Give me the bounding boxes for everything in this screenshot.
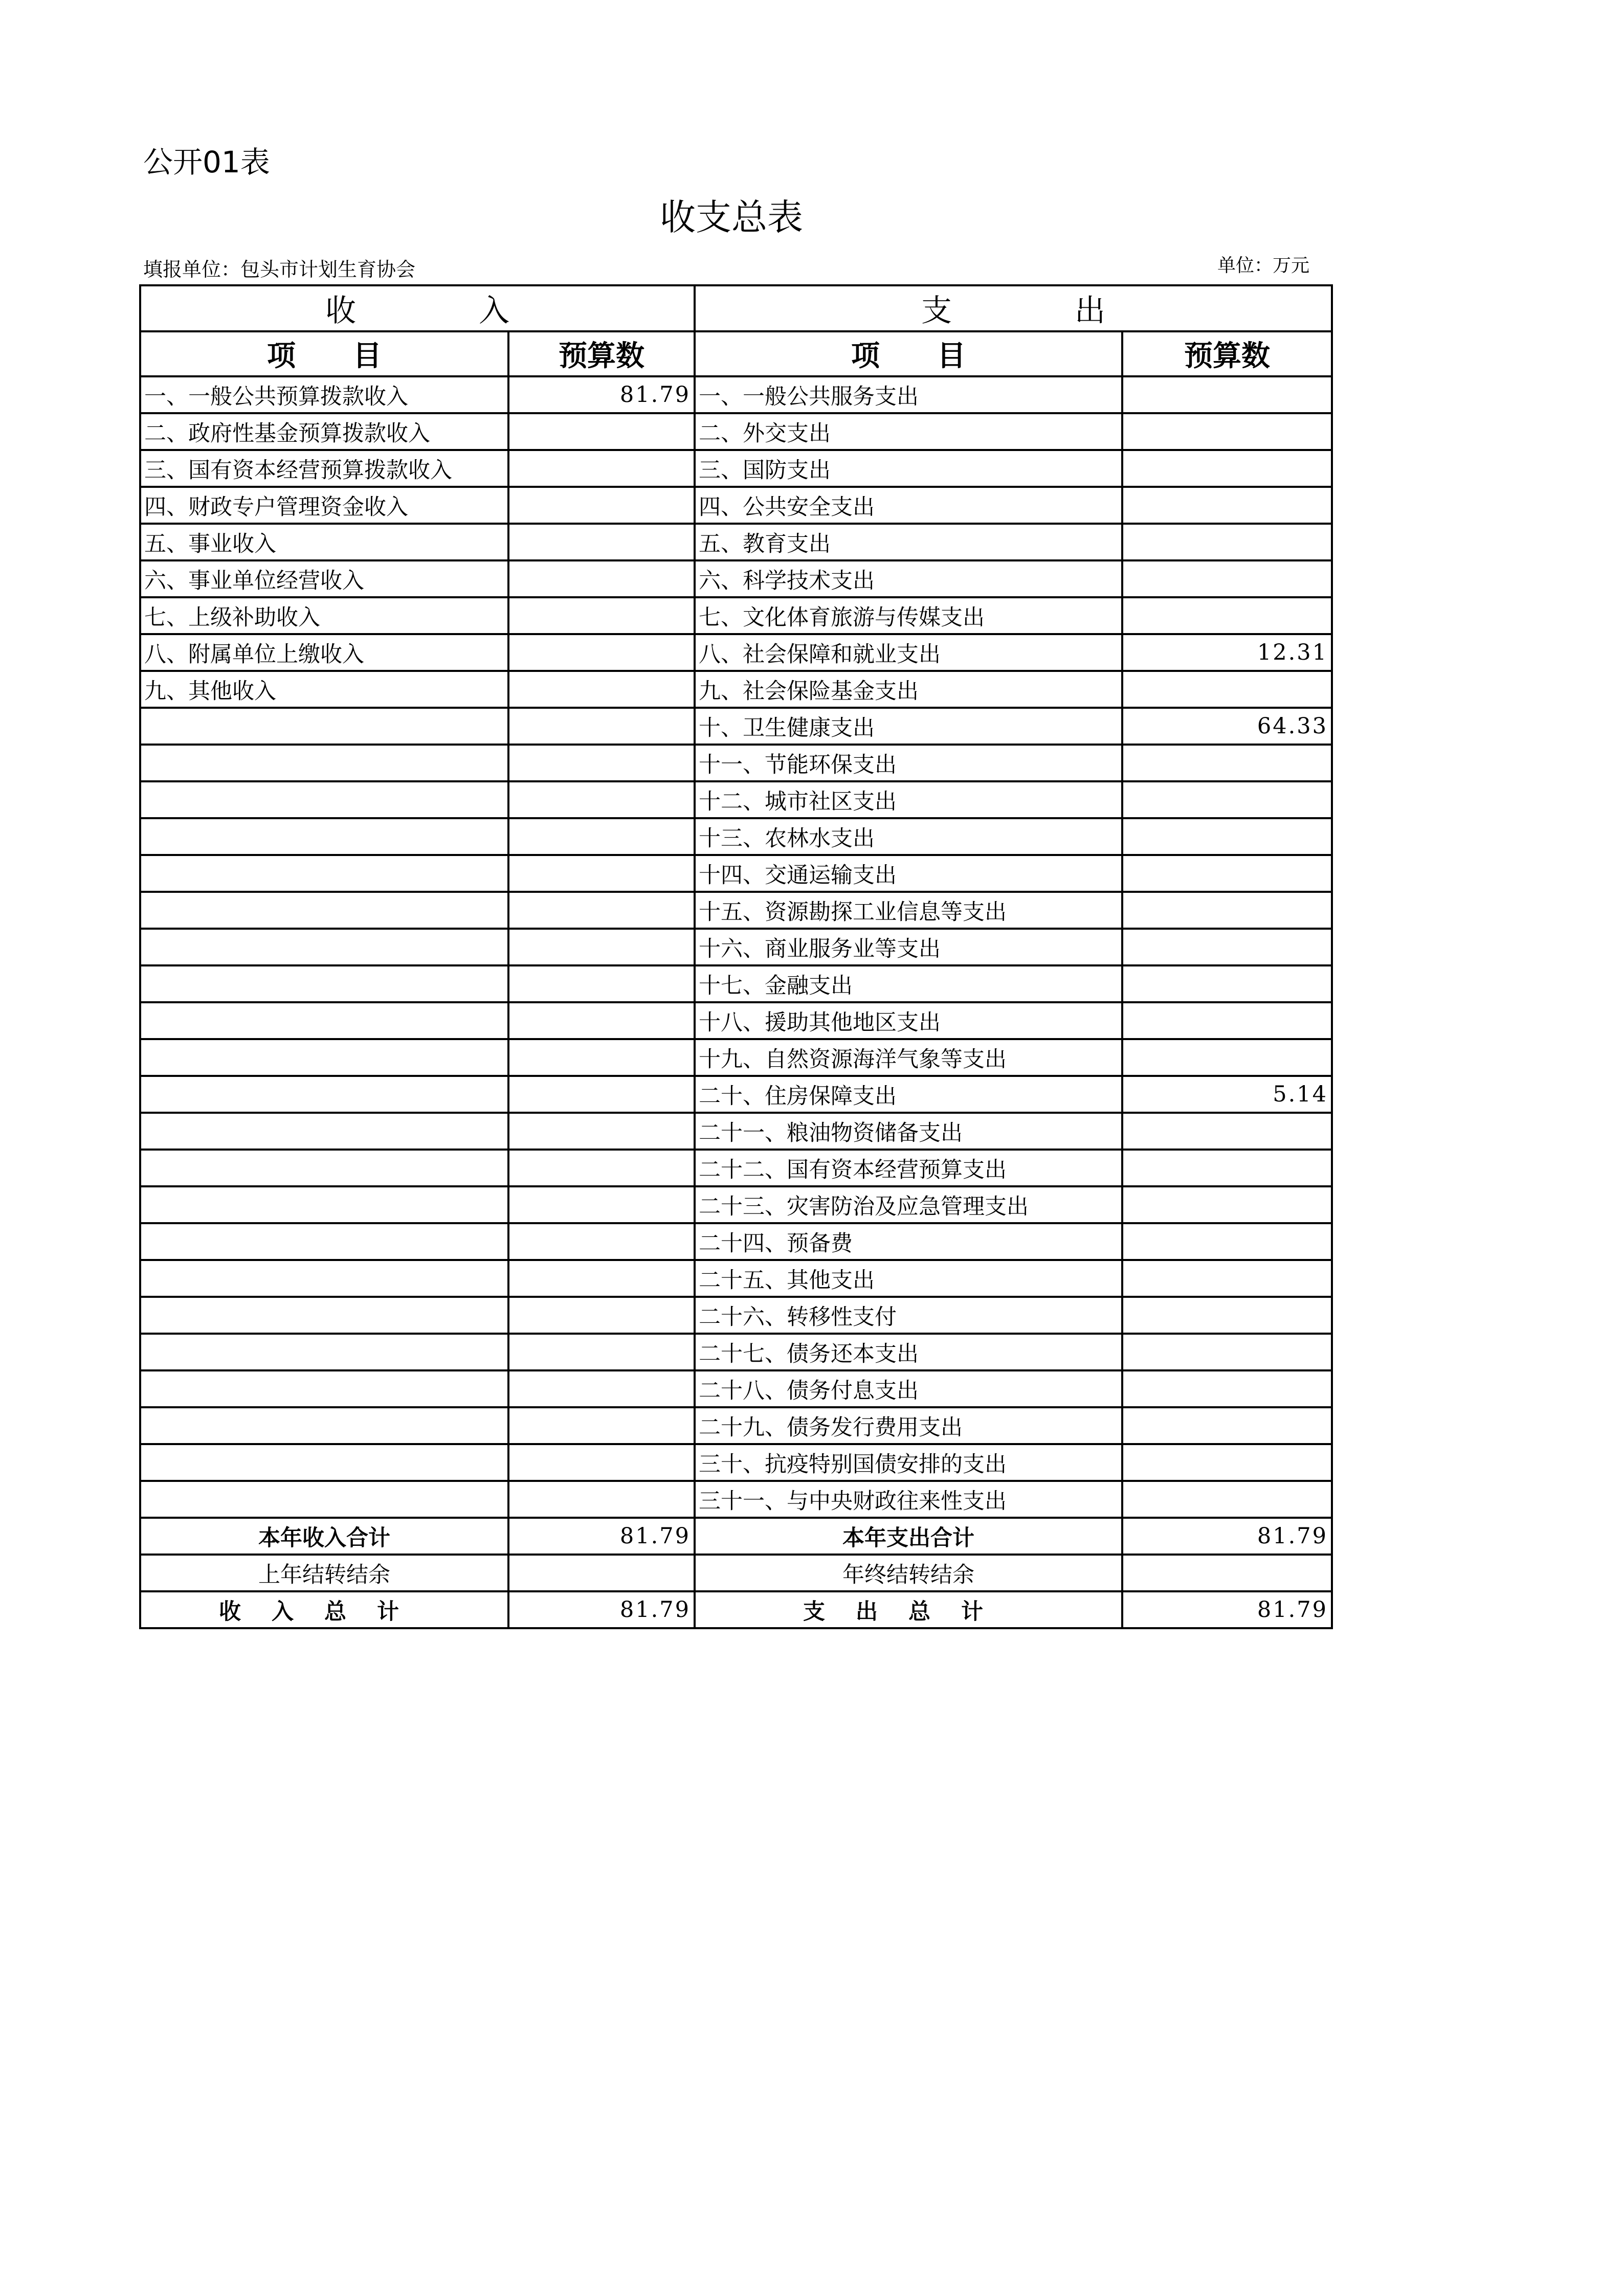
table-row [140, 745, 1332, 781]
income-value-cell [508, 892, 695, 929]
expense-value-cell [1122, 929, 1332, 965]
expense-section-header: 支 出 [695, 285, 1332, 331]
expense-value-cell: 12.31 [1122, 634, 1332, 671]
income-value-cell [508, 450, 695, 487]
expense-item-cell: 十二、城市社区支出 [695, 781, 1122, 818]
carryover-row [140, 1555, 1332, 1591]
income-value-cell [508, 745, 695, 781]
table-row [140, 818, 1332, 855]
income-item-cell: 八、附属单位上缴收入 [140, 634, 508, 671]
table-row [140, 1150, 1332, 1186]
income-value-cell [508, 1223, 695, 1260]
table-row [140, 1039, 1332, 1076]
income-value-cell [508, 634, 695, 671]
expense-value-cell [1122, 1002, 1332, 1039]
expense-value-cell [1122, 1223, 1332, 1260]
table-row [140, 1260, 1332, 1297]
income-value-cell [508, 818, 695, 855]
table-row [140, 965, 1332, 1002]
income-value-cell [508, 708, 695, 745]
expense-value-cell [1122, 1297, 1332, 1334]
expense-item-cell: 十、卫生健康支出 [695, 708, 1122, 745]
table-row [140, 892, 1332, 929]
expense-value-cell [1122, 487, 1332, 524]
income-item-cell [140, 1297, 508, 1334]
table-row [140, 1444, 1332, 1481]
income-item-cell [140, 1039, 508, 1076]
grand-total-row [140, 1591, 1332, 1628]
income-value-cell [508, 1002, 695, 1039]
expense-item-cell: 二十五、其他支出 [695, 1260, 1122, 1297]
expense-value-cell [1122, 818, 1332, 855]
year-income-value: 81.79 [508, 1518, 695, 1555]
income-item-cell: 四、财政专户管理资金收入 [140, 487, 508, 524]
table-row [140, 524, 1332, 560]
income-item-cell [140, 1444, 508, 1481]
expense-value-cell [1122, 781, 1332, 818]
income-item-cell [140, 1481, 508, 1518]
table-row [140, 1407, 1332, 1444]
expense-value-cell [1122, 855, 1332, 892]
income-item-cell: 二、政府性基金预算拨款收入 [140, 413, 508, 450]
expense-item-cell: 十一、节能环保支出 [695, 745, 1122, 781]
expense-item-cell: 二十七、债务还本支出 [695, 1334, 1122, 1370]
expense-value-cell: 64.33 [1122, 708, 1332, 745]
table-row [140, 671, 1332, 708]
expense-value-cell [1122, 1186, 1332, 1223]
income-value-cell [508, 1407, 695, 1444]
expense-item-cell: 八、社会保障和就业支出 [695, 634, 1122, 671]
section-header-row [140, 285, 1332, 331]
table-row [140, 1186, 1332, 1223]
expense-item-cell: 二十九、债务发行费用支出 [695, 1407, 1122, 1444]
income-value-cell [508, 560, 695, 597]
carryover-expense-label: 年终结转结余 [695, 1555, 1122, 1591]
income-item-cell [140, 745, 508, 781]
income-value-cell [508, 413, 695, 450]
total-income-value: 81.79 [508, 1591, 695, 1628]
income-value-cell [508, 781, 695, 818]
income-value-cell [508, 1260, 695, 1297]
carryover-expense-value [1122, 1555, 1332, 1591]
expense-item-cell: 六、科学技术支出 [695, 560, 1122, 597]
expense-item-header: 项 目 [695, 331, 1122, 376]
expense-value-cell: 5.14 [1122, 1076, 1332, 1113]
table-row [140, 560, 1332, 597]
income-value-cell [508, 1297, 695, 1334]
expense-item-cell: 二十、住房保障支出 [695, 1076, 1122, 1113]
expense-value-cell [1122, 965, 1332, 1002]
expense-value-cell [1122, 1334, 1332, 1370]
expense-item-cell: 九、社会保险基金支出 [695, 671, 1122, 708]
expense-item-cell: 五、教育支出 [695, 524, 1122, 560]
income-value-cell [508, 1370, 695, 1407]
expense-value-cell [1122, 1481, 1332, 1518]
income-value-cell [508, 1186, 695, 1223]
expense-value-cell [1122, 413, 1332, 450]
expense-value-cell [1122, 376, 1332, 413]
income-item-cell [140, 1113, 508, 1150]
form-code: 公开01表 [143, 145, 270, 179]
expense-item-cell: 一、一般公共服务支出 [695, 376, 1122, 413]
year-income-label: 本年收入合计 [140, 1518, 508, 1555]
income-item-cell: 七、上级补助收入 [140, 597, 508, 634]
expense-item-cell: 十六、商业服务业等支出 [695, 929, 1122, 965]
income-item-cell [140, 1260, 508, 1297]
expense-value-cell [1122, 1039, 1332, 1076]
table-row [140, 781, 1332, 818]
reporting-unit: 填报单位：包头市计划生育协会 [143, 258, 416, 281]
income-value-cell [508, 671, 695, 708]
expense-item-cell: 二十三、灾害防治及应急管理支出 [695, 1186, 1122, 1223]
income-item-cell [140, 1370, 508, 1407]
expense-budget-header: 预算数 [1122, 331, 1332, 376]
income-item-cell [140, 1186, 508, 1223]
expense-item-cell: 十三、农林水支出 [695, 818, 1122, 855]
income-value-cell [508, 1444, 695, 1481]
column-header-row [140, 331, 1332, 376]
income-item-cell [140, 818, 508, 855]
total-expense-label: 支出总计 [695, 1591, 1122, 1628]
total-expense-value: 81.79 [1122, 1591, 1332, 1628]
year-total-row [140, 1518, 1332, 1555]
expense-value-cell [1122, 1150, 1332, 1186]
year-expense-value: 81.79 [1122, 1518, 1332, 1555]
income-value-cell [508, 929, 695, 965]
income-item-cell [140, 929, 508, 965]
income-item-cell [140, 708, 508, 745]
expense-item-cell: 三十一、与中央财政往来性支出 [695, 1481, 1122, 1518]
income-value-cell [508, 1334, 695, 1370]
expense-item-cell: 十五、资源勘探工业信息等支出 [695, 892, 1122, 929]
income-item-cell: 一、一般公共预算拨款收入 [140, 376, 508, 413]
expense-item-cell: 七、文化体育旅游与传媒支出 [695, 597, 1122, 634]
income-item-cell [140, 1334, 508, 1370]
income-value-cell [508, 524, 695, 560]
income-value-cell: 81.79 [508, 376, 695, 413]
expense-value-cell [1122, 1444, 1332, 1481]
table-row [140, 487, 1332, 524]
income-item-cell [140, 1076, 508, 1113]
expense-item-cell: 十九、自然资源海洋气象等支出 [695, 1039, 1122, 1076]
income-value-cell [508, 1481, 695, 1518]
table-row [140, 376, 1332, 413]
expense-item-cell: 十七、金融支出 [695, 965, 1122, 1002]
expense-item-cell: 二十八、债务付息支出 [695, 1370, 1122, 1407]
expense-value-cell [1122, 524, 1332, 560]
income-value-cell [508, 965, 695, 1002]
income-value-cell [508, 855, 695, 892]
expense-item-cell: 十八、援助其他地区支出 [695, 1002, 1122, 1039]
total-income-label: 收入总计 [140, 1591, 508, 1628]
table-row [140, 1113, 1332, 1150]
expense-value-cell [1122, 745, 1332, 781]
income-item-cell [140, 781, 508, 818]
table-row [140, 1223, 1332, 1260]
expense-item-cell: 二十二、国有资本经营预算支出 [695, 1150, 1122, 1186]
expense-value-cell [1122, 597, 1332, 634]
income-section-header: 收 入 [140, 285, 695, 331]
table-row [140, 855, 1332, 892]
page-title: 收支总表 [660, 196, 803, 238]
income-value-cell [508, 1113, 695, 1150]
income-item-cell: 五、事业收入 [140, 524, 508, 560]
expense-value-cell [1122, 1260, 1332, 1297]
income-item-cell: 三、国有资本经营预算拨款收入 [140, 450, 508, 487]
table-row [140, 1076, 1332, 1113]
income-item-cell [140, 1407, 508, 1444]
expense-value-cell [1122, 892, 1332, 929]
income-item-cell [140, 892, 508, 929]
expense-value-cell [1122, 1407, 1332, 1444]
table-row [140, 1481, 1332, 1518]
income-value-cell [508, 597, 695, 634]
expense-value-cell [1122, 1113, 1332, 1150]
table-row [140, 1334, 1332, 1370]
table-row [140, 1002, 1332, 1039]
income-budget-header: 预算数 [508, 331, 695, 376]
table-row [140, 1370, 1332, 1407]
income-value-cell [508, 1150, 695, 1186]
expense-value-cell [1122, 1370, 1332, 1407]
income-item-cell [140, 1002, 508, 1039]
income-item-cell: 六、事业单位经营收入 [140, 560, 508, 597]
expense-value-cell [1122, 560, 1332, 597]
income-item-cell [140, 965, 508, 1002]
expense-item-cell: 二十一、粮油物资储备支出 [695, 1113, 1122, 1150]
income-item-cell: 九、其他收入 [140, 671, 508, 708]
carryover-income-value [508, 1555, 695, 1591]
income-value-cell [508, 1039, 695, 1076]
carryover-income-label: 上年结转结余 [140, 1555, 508, 1591]
income-value-cell [508, 1076, 695, 1113]
table-row [140, 634, 1332, 671]
expense-item-cell: 四、公共安全支出 [695, 487, 1122, 524]
table-row [140, 1297, 1332, 1334]
expense-item-cell: 二十四、预备费 [695, 1223, 1122, 1260]
income-item-header: 项 目 [140, 331, 508, 376]
table-row [140, 708, 1332, 745]
income-item-cell [140, 1150, 508, 1186]
table-row [140, 597, 1332, 634]
table-row [140, 413, 1332, 450]
budget-summary-table [139, 284, 1333, 1629]
income-item-cell [140, 1223, 508, 1260]
income-value-cell [508, 487, 695, 524]
expense-item-cell: 三十、抗疫特别国债安排的支出 [695, 1444, 1122, 1481]
expense-item-cell: 二、外交支出 [695, 413, 1122, 450]
expense-item-cell: 二十六、转移性支付 [695, 1297, 1122, 1334]
table-row [140, 929, 1332, 965]
income-item-cell [140, 855, 508, 892]
expense-value-cell [1122, 450, 1332, 487]
expense-value-cell [1122, 671, 1332, 708]
expense-item-cell: 十四、交通运输支出 [695, 855, 1122, 892]
expense-item-cell: 三、国防支出 [695, 450, 1122, 487]
table-row [140, 450, 1332, 487]
year-expense-label: 本年支出合计 [695, 1518, 1122, 1555]
currency-unit: 单位：万元 [1217, 255, 1310, 276]
